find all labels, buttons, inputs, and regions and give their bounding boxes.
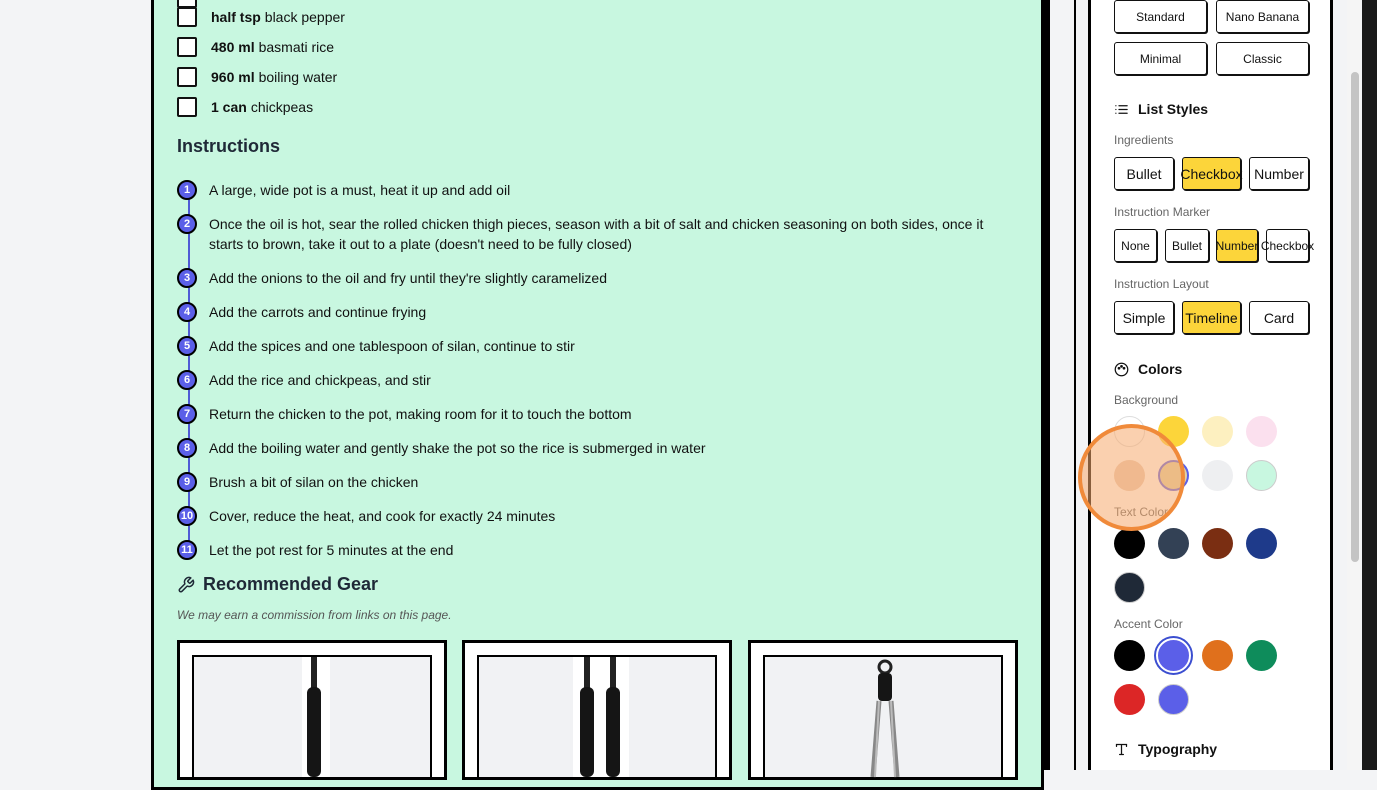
marker-none-button[interactable]: None bbox=[1114, 229, 1157, 262]
list-icon bbox=[1114, 102, 1129, 117]
accent-color-label: Accent Color bbox=[1114, 617, 1183, 631]
step-text: Add the boiling water and gently shake the pot so the rice is submerged in water bbox=[209, 440, 706, 456]
step-text: Add the spices and one tablespoon of silan, continue to stir bbox=[209, 338, 575, 354]
gear-image-tongs[interactable] bbox=[763, 655, 1003, 777]
gear-image-peeler[interactable] bbox=[192, 655, 432, 777]
accent-swatch-custom[interactable] bbox=[1158, 684, 1189, 715]
step-number: 3 bbox=[177, 268, 197, 288]
instruction-marker-label: Instruction Marker bbox=[1114, 205, 1211, 219]
ingredient-qty: 960 ml bbox=[211, 69, 255, 85]
gear-card[interactable] bbox=[177, 640, 447, 780]
accent-swatch-orange[interactable] bbox=[1202, 640, 1233, 671]
bg-swatch-mint[interactable] bbox=[1246, 460, 1277, 491]
layout-card-button[interactable]: Card bbox=[1249, 301, 1309, 334]
text-swatch-navy[interactable] bbox=[1246, 528, 1277, 559]
text-swatch-black[interactable] bbox=[1114, 528, 1145, 559]
ingredient-name: black pepper bbox=[264, 9, 345, 25]
instruction-step bbox=[177, 540, 1007, 560]
step-number: 4 bbox=[177, 302, 197, 322]
marker-checkbox-button[interactable]: Checkbox bbox=[1266, 229, 1309, 262]
instruction-step bbox=[177, 438, 1007, 458]
peeler-image bbox=[194, 657, 434, 777]
step-text: Add the rice and chickpeas, and stir bbox=[209, 372, 431, 388]
scrollbar-thumb[interactable] bbox=[1351, 72, 1359, 562]
ingredient-item bbox=[177, 65, 337, 89]
step-number: 6 bbox=[177, 370, 197, 390]
gear-image-peelers[interactable] bbox=[477, 655, 717, 777]
list-styles-title bbox=[1114, 101, 1208, 117]
wrench-icon bbox=[177, 576, 195, 594]
bg-swatch-gray[interactable] bbox=[1202, 460, 1233, 491]
background-color-label: Background bbox=[1114, 393, 1179, 407]
accent-swatch-red[interactable] bbox=[1114, 684, 1145, 715]
instruction-step bbox=[177, 404, 1007, 424]
marker-number-button[interactable]: Number bbox=[1216, 229, 1258, 262]
palette-icon bbox=[1114, 362, 1129, 377]
colors-title-text: Colors bbox=[1138, 361, 1183, 377]
marker-bullet-button[interactable]: Bullet bbox=[1165, 229, 1209, 262]
instruction-step bbox=[177, 268, 1007, 288]
accent-swatch-black[interactable] bbox=[1114, 640, 1145, 671]
step-text: A large, wide pot is a must, heat it up and add oil bbox=[209, 182, 511, 198]
step-text: Once the oil is hot, sear the rolled chicken thigh pieces, season with a bit of salt and chicken seasoning on both sides, once it starts to brown, take it out to a plate (doesn't need to be fully closed) bbox=[209, 216, 984, 252]
accent-swatch-green[interactable] bbox=[1246, 640, 1277, 671]
list-styles-title-text: List Styles bbox=[1138, 101, 1209, 117]
step-number: 1 bbox=[177, 180, 197, 200]
ingredient-checkbox[interactable] bbox=[177, 37, 197, 57]
text-swatch-custom[interactable] bbox=[1114, 572, 1145, 603]
typography-icon bbox=[1114, 742, 1129, 757]
click-indicator bbox=[1078, 424, 1185, 531]
step-number: 10 bbox=[177, 506, 197, 526]
panel-divider bbox=[1074, 0, 1076, 770]
step-number: 5 bbox=[177, 336, 197, 356]
step-number: 9 bbox=[177, 472, 197, 492]
instruction-step bbox=[177, 336, 1007, 356]
instruction-step bbox=[177, 302, 1007, 322]
ingredients-style-label: Ingredients bbox=[1114, 133, 1174, 147]
window-edge bbox=[1362, 0, 1377, 770]
step-number: 8 bbox=[177, 438, 197, 458]
style-standard-button[interactable]: Standard bbox=[1114, 0, 1207, 33]
style-nano-banana-button[interactable]: Nano Banana bbox=[1216, 0, 1309, 33]
instruction-step bbox=[177, 506, 1007, 526]
step-text: Cover, reduce the heat, and cook for exactly 24 minutes bbox=[209, 508, 556, 524]
instructions-title: Instructions bbox=[177, 136, 281, 156]
step-text: Return the chicken to the pot, making room for it to touch the bottom bbox=[209, 406, 632, 422]
step-number: 7 bbox=[177, 404, 197, 424]
bg-swatch-pink[interactable] bbox=[1246, 416, 1277, 447]
gear-card[interactable] bbox=[462, 640, 732, 780]
text-swatch-brown[interactable] bbox=[1202, 528, 1233, 559]
ingredient-name: chickpeas bbox=[250, 99, 314, 115]
step-number: 11 bbox=[177, 540, 197, 560]
affiliate-note: We may earn a commission from links on this page. bbox=[177, 608, 452, 622]
gear-card[interactable] bbox=[748, 640, 1018, 780]
accent-swatch-indigo-selected[interactable] bbox=[1156, 638, 1191, 673]
peelers-image bbox=[479, 657, 719, 777]
typography-title bbox=[1114, 741, 1217, 757]
step-text: Add the carrots and continue frying bbox=[209, 304, 427, 320]
ingredient-qty: 480 ml bbox=[211, 39, 255, 55]
ingredient-name: basmati rice bbox=[258, 39, 335, 55]
ingredient-checkbox[interactable] bbox=[177, 7, 197, 27]
instruction-step bbox=[177, 370, 1007, 390]
ingredient-checkbox[interactable] bbox=[177, 97, 197, 117]
style-minimal-button[interactable]: Minimal bbox=[1114, 42, 1207, 75]
layout-simple-button[interactable]: Simple bbox=[1114, 301, 1174, 334]
card-shadow bbox=[1044, 0, 1050, 770]
ingredient-name: boiling water bbox=[258, 69, 338, 85]
ingredient-item bbox=[177, 95, 313, 119]
instruction-step bbox=[177, 472, 1007, 492]
ingredients-number-button[interactable]: Number bbox=[1249, 157, 1309, 190]
step-text: Let the pot rest for 5 minutes at the end bbox=[209, 542, 454, 558]
gear-title bbox=[177, 574, 378, 595]
step-text: Add the onions to the oil and fry until they're slightly caramelized bbox=[209, 270, 608, 286]
ingredient-item bbox=[177, 5, 345, 29]
ingredient-checkbox[interactable] bbox=[177, 67, 197, 87]
ingredient-qty: half tsp bbox=[211, 9, 261, 25]
layout-timeline-button[interactable]: Timeline bbox=[1182, 301, 1241, 334]
ingredients-bullet-button[interactable]: Bullet bbox=[1114, 157, 1174, 190]
text-swatch-slate[interactable] bbox=[1158, 528, 1189, 559]
ingredients-checkbox-button[interactable]: Checkbox bbox=[1182, 157, 1241, 190]
bg-swatch-cream[interactable] bbox=[1202, 416, 1233, 447]
style-classic-button[interactable]: Classic bbox=[1216, 42, 1309, 75]
instruction-layout-label: Instruction Layout bbox=[1114, 277, 1209, 291]
step-number: 2 bbox=[177, 214, 197, 234]
step-text: Brush a bit of silan on the chicken bbox=[209, 474, 419, 490]
gear-title-text: Recommended Gear bbox=[203, 574, 379, 594]
colors-title bbox=[1114, 361, 1182, 377]
ingredient-qty: 1 can bbox=[211, 99, 247, 115]
instruction-step bbox=[177, 180, 1007, 200]
ingredient-item bbox=[177, 35, 334, 59]
typography-title-text: Typography bbox=[1138, 741, 1218, 757]
tongs-image bbox=[765, 657, 1005, 777]
instruction-step bbox=[177, 214, 1007, 254]
